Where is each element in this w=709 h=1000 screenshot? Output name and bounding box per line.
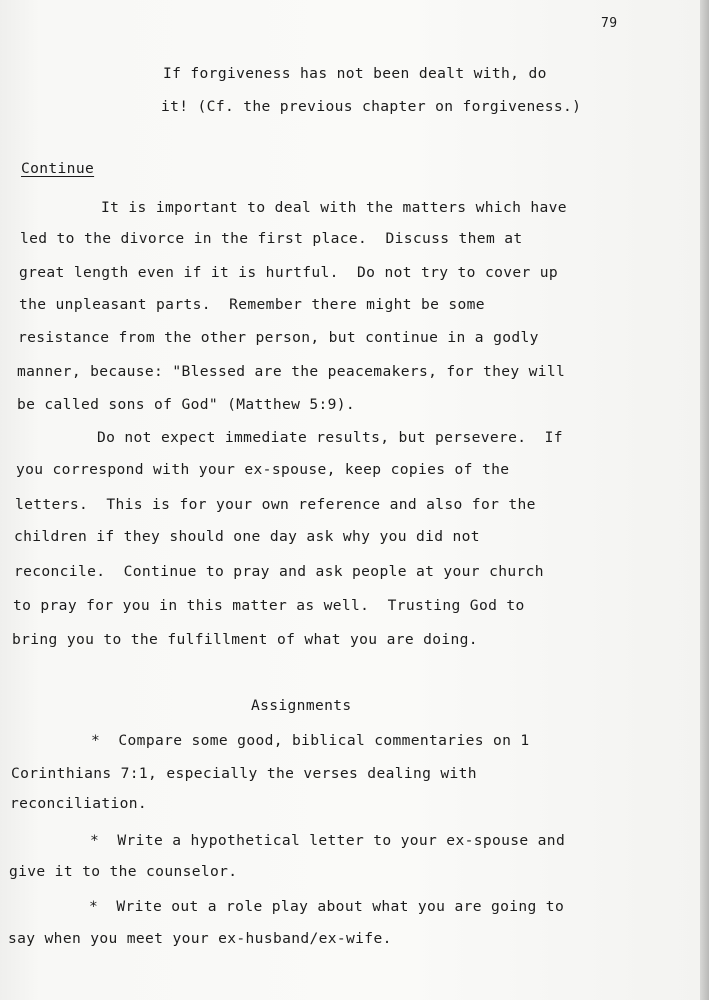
paragraph-line: reconcile. Continue to pray and ask people at your church: [14, 563, 544, 580]
paragraph-line: letters. This is for your own reference and also for the: [15, 496, 536, 513]
assignment-line: Corinthians 7:1, especially the verses dealing with: [11, 765, 477, 782]
intro-line: If forgiveness has not been dealt with, do: [163, 65, 547, 82]
paragraph-line: manner, because: "Blessed are the peacemakers, for they will: [17, 363, 566, 380]
assignment-line: * Compare some good, biblical commentaries on 1: [91, 732, 530, 749]
paragraph-line: It is important to deal with the matters which have: [101, 199, 567, 216]
paragraph-line: resistance from the other person, but continue in a godly: [18, 329, 539, 346]
intro-line: it! (Cf. the previous chapter on forgiveness.): [161, 98, 582, 115]
assignment-line: give it to the counselor.: [9, 863, 238, 880]
paragraph-line: Do not expect immediate results, but persevere. If: [97, 429, 563, 446]
page-number: 79: [601, 16, 618, 31]
paragraph-line: to pray for you in this matter as well. Trusting God to: [13, 597, 525, 614]
section-heading-continue: Continue: [21, 160, 95, 177]
paragraph-line: led to the divorce in the first place. Discuss them at: [20, 230, 523, 247]
assignment-line: * Write a hypothetical letter to your ex-spouse and: [90, 832, 566, 849]
paragraph-line: the unpleasant parts. Remember there might be some: [19, 296, 485, 313]
paragraph-line: great length even if it is hurtful. Do not try to cover up: [19, 264, 559, 281]
section-heading-assignments: Assignments: [251, 697, 352, 714]
assignment-line: say when you meet your ex-husband/ex-wife.: [8, 930, 392, 947]
paragraph-line: children if they should one day ask why you did not: [14, 528, 480, 545]
paragraph-line: be called sons of God" (Matthew 5:9).: [17, 396, 356, 413]
paragraph-line: you correspond with your ex-spouse, keep copies of the: [16, 461, 510, 478]
assignment-line: reconciliation.: [10, 795, 148, 812]
assignment-line: * Write out a role play about what you are going to: [89, 898, 565, 915]
page-edge: [700, 0, 709, 1000]
paragraph-line: bring you to the fulfillment of what you are doing.: [12, 631, 478, 648]
